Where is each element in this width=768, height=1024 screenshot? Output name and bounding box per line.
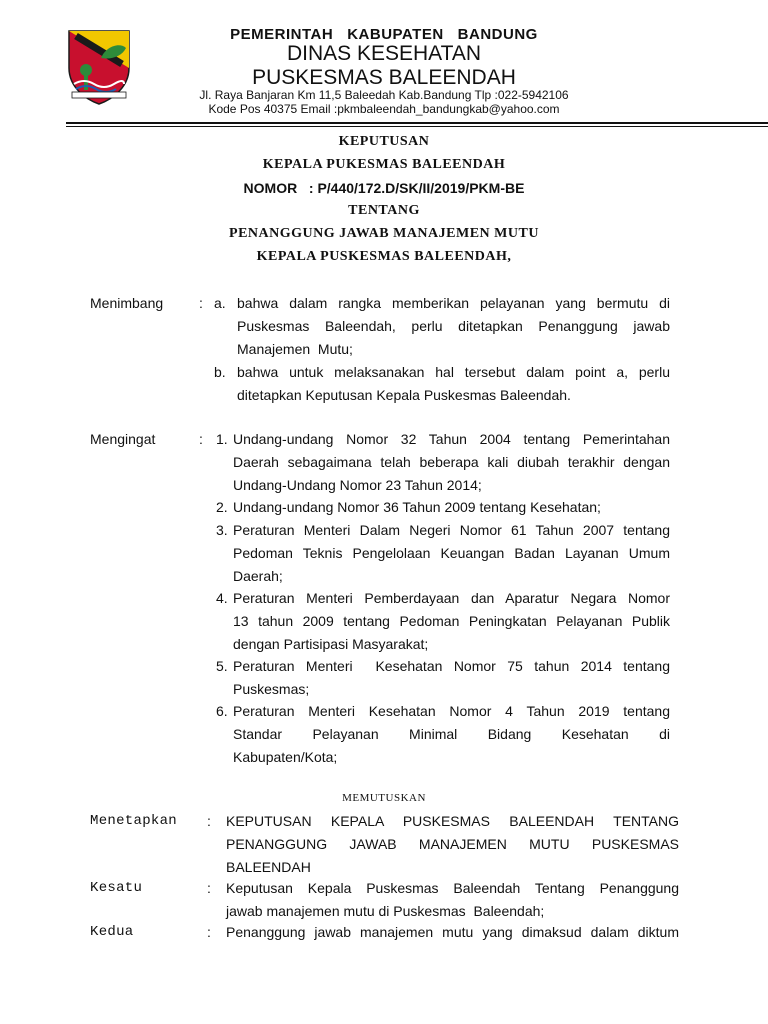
memutuskan-heading: MEMUTUSKAN	[342, 792, 426, 804]
text-line: Peraturan Menteri Pemberdayaan dan Aparatur Negara Nomor	[233, 590, 670, 606]
decree-number-value: P/440/172.D/SK/II/2019/PKM-BE	[317, 180, 525, 196]
kedua-colon: :	[207, 924, 211, 940]
text-line: ditetapkan Keputusan Kepala Puskesmas Baleendah.	[237, 387, 571, 403]
header-rule-thin	[66, 126, 768, 127]
text-line: bahwa dalam rangka memberikan pelayanan yang bermutu di	[237, 295, 670, 311]
kesatu-text	[226, 877, 679, 923]
mengingat-num-2: 2.	[216, 499, 228, 515]
text-line: dengan Partisipasi Masyarakat;	[233, 636, 429, 652]
decree-number-label: NOMOR :	[243, 180, 314, 196]
text-line: Peraturan Menteri Kesehatan Nomor 4 Tahun 2019 tentang	[233, 703, 670, 719]
text-line: Pedoman Teknis Pengelolaan Keuangan Badan Layanan Umum	[233, 545, 670, 561]
text-line: Manajemen Mutu;	[237, 341, 353, 357]
text-line: Daerah;	[233, 568, 283, 584]
decree-subject: PENANGGUNG JAWAB MANAJEMEN MUTU	[229, 226, 539, 241]
mengingat-item-4	[233, 587, 670, 656]
address-line-2: Kode Pos 40375 Email :pkmbaleendah_bandungkab@yahoo.com	[208, 102, 560, 116]
mengingat-item-3	[233, 519, 670, 588]
header-rule-thick	[66, 122, 768, 124]
menimbang-a-marker: a.	[214, 295, 226, 311]
text-line: Peraturan Menteri Dalam Negeri Nomor 61 Tahun 2007 tentang	[233, 522, 670, 538]
text-line: Puskesmas;	[233, 681, 310, 697]
mengingat-item-1	[233, 428, 670, 497]
menimbang-label: Menimbang	[90, 295, 164, 311]
header-government: PEMERINTAH KABUPATEN BANDUNG	[230, 26, 538, 43]
mengingat-num-1: 1.	[216, 431, 228, 447]
mengingat-item-2	[233, 496, 670, 519]
mengingat-num-6: 6.	[216, 703, 228, 719]
text-line: Daerah sebagaimana telah beberapa kali diubah terakhir dengan	[233, 454, 670, 470]
mengingat-label: Mengingat	[90, 431, 156, 447]
mengingat-num-4: 4.	[216, 590, 228, 606]
menimbang-a-text	[237, 292, 670, 361]
text-line: BALEENDAH	[226, 859, 311, 875]
decree-about: TENTANG	[348, 203, 420, 218]
decree-head: KEPALA PUSKESMAS BALEENDAH,	[256, 249, 512, 264]
text-line: KEPUTUSAN KEPALA PUSKESMAS BALEENDAH TENTANG	[226, 813, 679, 829]
text-line: Penanggung jawab manajemen mutu yang dimaksud dalam diktum	[226, 924, 679, 940]
text-line: jawab manajemen mutu di Puskesmas Baleendah;	[226, 903, 545, 919]
mengingat-num-3: 3.	[216, 522, 228, 538]
text-line: Keputusan Kepala Puskesmas Baleendah Tentang Penanggung	[226, 880, 679, 896]
text-line: Undang-undang Nomor 32 Tahun 2004 tentang Pemerintahan	[233, 431, 670, 447]
text-line: Puskesmas Baleendah, perlu ditetapkan Penanggung jawab	[237, 318, 670, 334]
menetapkan-text	[226, 810, 679, 879]
mengingat-colon: :	[199, 431, 203, 447]
decree-number	[0, 180, 768, 196]
mengingat-num-5: 5.	[216, 658, 228, 674]
menimbang-b-text	[237, 361, 670, 407]
mengingat-item-5	[233, 655, 670, 701]
text-line: 13 tahun 2009 tentang Pedoman Peningkatan Pelayanan Publik	[233, 613, 670, 629]
text-line: bahwa untuk melaksanakan hal tersebut dalam point a, perlu	[237, 364, 670, 380]
text-line: Peraturan Menteri Kesehatan Nomor 75 tahun 2014 tentang	[233, 658, 670, 674]
decree-issuer: KEPALA PUKESMAS BALEENDAH	[262, 157, 506, 172]
menimbang-colon: :	[199, 295, 203, 311]
header-agency: DINAS KESEHATAN	[286, 42, 482, 65]
kesatu-label: Kesatu	[90, 880, 143, 896]
header-puskesmas: PUSKESMAS BALEENDAH	[252, 66, 516, 89]
mengingat-item-6	[233, 700, 670, 769]
menimbang-b-marker: b.	[214, 364, 226, 380]
decree-title: KEPUTUSAN	[338, 134, 430, 149]
menetapkan-label: Menetapkan	[90, 813, 178, 829]
text-line: Kabupaten/Kota;	[233, 749, 338, 765]
address-line-1: Jl. Raya Banjaran Km 11,5 Baleedah Kab.Bandung Tlp :022-5942106	[199, 88, 569, 102]
header-address	[0, 88, 768, 116]
menetapkan-colon: :	[207, 813, 211, 829]
kesatu-colon: :	[207, 880, 211, 896]
kedua-label: Kedua	[90, 924, 134, 940]
text-line: Undang-Undang Nomor 23 Tahun 2014;	[233, 477, 482, 493]
text-line: Standar Pelayanan Minimal Bidang Kesehatan di	[233, 726, 670, 742]
text-line: Undang-undang Nomor 36 Tahun 2009 tentang Kesehatan;	[233, 499, 601, 515]
kedua-text	[226, 921, 679, 944]
text-line: PENANGGUNG JAWAB MANAJEMEN MUTU PUSKESMAS	[226, 836, 679, 852]
